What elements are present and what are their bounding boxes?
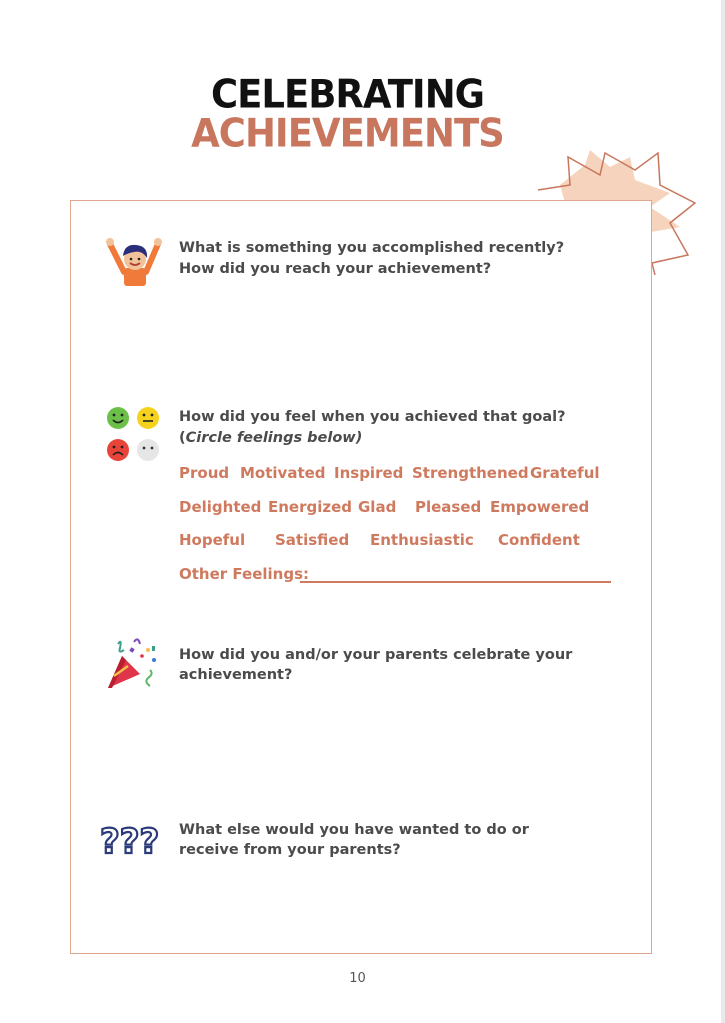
emoji-faces-icon — [106, 406, 162, 462]
party-popper-icon — [104, 636, 160, 690]
feeling-word: Pleased — [415, 498, 482, 516]
question-2-line-2: (Circle feelings below) — [179, 430, 363, 446]
title-line-2: ACHIEVEMENTS — [191, 110, 504, 157]
other-feelings-line[interactable] — [300, 581, 611, 583]
feeling-word: Hopeful — [179, 531, 246, 549]
question-4-line-2: receive from your parents? — [179, 842, 401, 858]
question-4-line-1: What else would you have wanted to do or — [179, 822, 529, 838]
feeling-word: Empowered — [490, 498, 590, 516]
question-3-line-1: How did you and/or your parents celebrate your — [179, 647, 573, 663]
feeling-word: Energized — [268, 498, 353, 516]
other-feelings-label: Other Feelings: — [179, 565, 310, 583]
feeling-word: Grateful — [530, 464, 600, 482]
question-marks-icon — [100, 820, 162, 860]
feeling-word: Confident — [498, 531, 580, 549]
page-number: 10 — [349, 971, 366, 986]
child-raising-arms-icon — [106, 234, 162, 286]
feeling-word: Strengthened — [412, 464, 529, 482]
page-edge — [721, 0, 725, 1023]
question-2-line-1: How did you feel when you achieved that goal? — [179, 409, 566, 425]
question-1-line-2: How did you reach your achievement? — [179, 261, 492, 277]
feeling-word: Delighted — [179, 498, 262, 516]
feeling-word: Enthusiastic — [370, 531, 474, 549]
svg-text:???: ??? — [100, 822, 160, 860]
feeling-word: Motivated — [240, 464, 326, 482]
feeling-word: Inspired — [334, 464, 404, 482]
feeling-word: Proud — [179, 464, 230, 482]
question-3-line-2: achievement? — [179, 667, 293, 683]
feeling-word: Glad — [358, 498, 397, 516]
question-1-line-1: What is something you accomplished recently? — [179, 240, 565, 256]
title-line-1: CELEBRATING — [210, 71, 485, 118]
feeling-word: Satisfied — [275, 531, 350, 549]
